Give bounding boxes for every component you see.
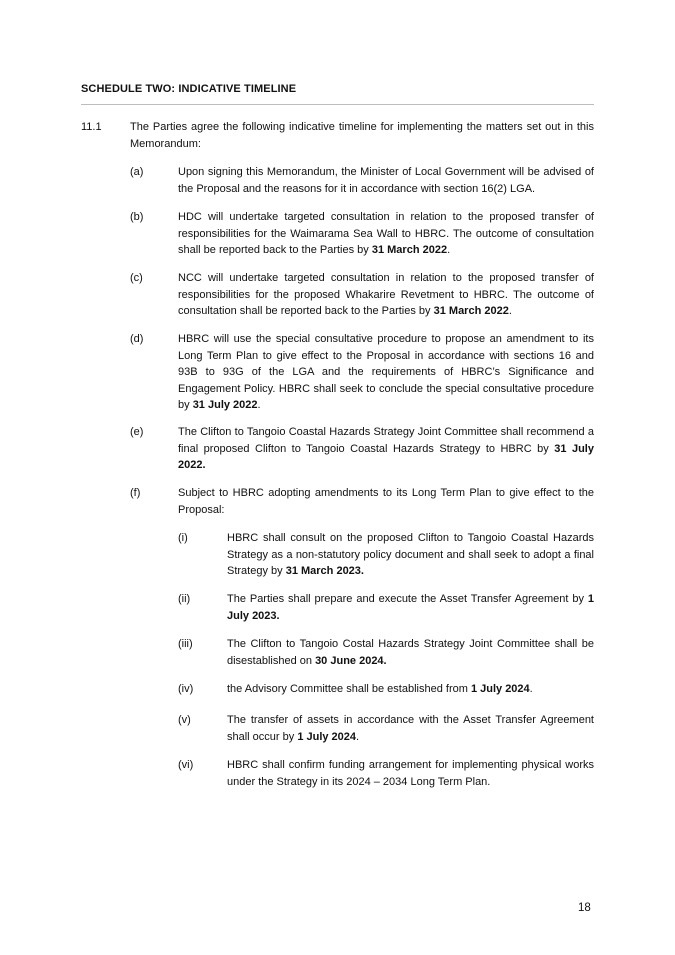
subitem-label: (i) <box>178 532 188 544</box>
clause-number: 11.1 <box>81 121 102 133</box>
item-after: . <box>257 399 261 411</box>
subitem-body: HBRC shall consult on the proposed Clifton to Tangoio Coastal Hazards Strategy as a non-statutory policy document and shall seek to adopt a final Strategy by <box>227 532 594 577</box>
subitem-text <box>227 636 594 669</box>
subitem-text <box>227 757 594 790</box>
item-body: Upon signing this Memorandum, the Minister of Local Government will be advised of the Proposal and the reasons for it in accordance with section 16(2) LGA. <box>178 166 594 195</box>
subitem-label: (iii) <box>178 638 193 650</box>
subitem-body: The Parties shall prepare and execute the Asset Transfer Agreement by <box>227 593 588 605</box>
item-after: . <box>508 305 512 317</box>
item-text <box>178 164 594 197</box>
subitem-text <box>227 591 594 624</box>
subitem-body: The Clifton to Tangoio Costal Hazards Strategy Joint Committee shall be disestablished on <box>227 638 594 667</box>
heading-rule <box>81 104 594 105</box>
schedule-heading: SCHEDULE TWO: INDICATIVE TIMELINE <box>81 83 297 95</box>
item-text <box>178 209 594 259</box>
subitem-date: 1 July 2023. <box>227 593 594 622</box>
subitem-date: 30 June 2024. <box>315 654 387 667</box>
page-number: 18 <box>578 902 591 914</box>
item-date: 31 July 2022. <box>178 442 594 471</box>
subitem-body: HBRC shall confirm funding arrangement for implementing physical works under the Strategy in its 2024 – 2034 Long Term Plan. <box>227 759 594 788</box>
subitem-text <box>227 530 594 580</box>
item-text <box>178 485 594 518</box>
item-body: Subject to HBRC adopting amendments to its Long Term Plan to give effect to the Proposal: <box>178 487 594 516</box>
subitem-label: (vi) <box>178 759 194 771</box>
item-date: 31 March 2022 <box>433 305 509 317</box>
subitem-body: the Advisory Committee shall be established from <box>227 683 471 695</box>
item-after: . <box>447 244 451 256</box>
item-text <box>178 331 594 414</box>
subitem-label: (v) <box>178 714 191 726</box>
item-label: (a) <box>130 166 144 178</box>
item-date: 31 July 2022 <box>192 399 258 411</box>
subitem-text <box>227 681 594 698</box>
item-date: 31 March 2022 <box>371 244 448 256</box>
item-body: NCC will undertake targeted consultation in relation to the proposed transfer of responsibilities for the proposed Whakarire Revetment to HBRC. The outcome of consultation shall be reported back to the Parties by <box>178 272 594 317</box>
item-body: The Clifton to Tangoio Coastal Hazards Strategy Joint Committee shall recommend a final proposed Clifton to Tangoio Coastal Hazards Strategy to HBRC by <box>178 426 594 455</box>
item-label: (d) <box>130 333 144 345</box>
item-label: (f) <box>130 487 141 499</box>
clause-text: The Parties agree the following indicative timeline for implementing the matters set out in this Memorandum: <box>130 121 594 150</box>
item-label: (b) <box>130 211 144 223</box>
subitem-body: The transfer of assets in accordance with the Asset Transfer Agreement shall occur by <box>227 714 594 743</box>
subitem-label: (iv) <box>178 683 194 695</box>
item-label: (e) <box>130 426 144 438</box>
subitem-date: 31 March 2023. <box>285 565 364 577</box>
item-text <box>178 270 594 320</box>
item-label: (c) <box>130 272 143 284</box>
subitem-date: 1 July 2024 <box>470 683 530 695</box>
item-body: HBRC will use the special consultative procedure to propose an amendment to its Long Term Plan to give effect to the Proposal in accordance with sections 16 and 93B to 93G of the LGA and the requirements of HBRC’s Significance and Engagement Policy. HBRC shall seek to conclude the special consultative procedure by <box>178 333 594 411</box>
item-body: HDC will undertake targeted consultation in relation to the proposed transfer of responsibilities for the Waimarama Sea Wall to HBRC. The outcome of consultation shall be reported back to the Parties by <box>178 211 594 256</box>
subitem-after: . <box>356 730 360 743</box>
subitem-after: . <box>529 683 533 695</box>
subitem-date: 1 July 2024 <box>297 730 357 743</box>
subitem-text <box>227 712 594 745</box>
subitem-label: (ii) <box>178 593 191 605</box>
item-text <box>178 424 594 474</box>
